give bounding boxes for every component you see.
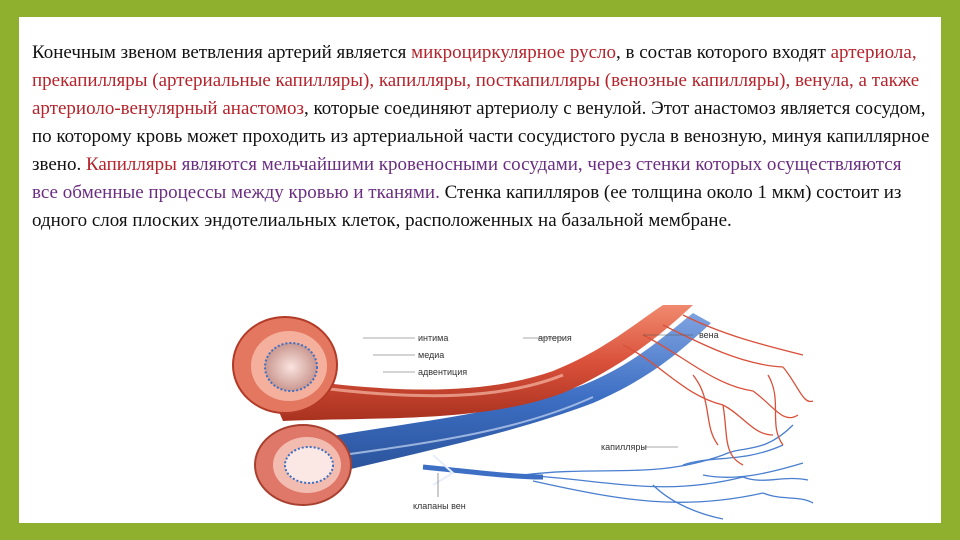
vessel-diagram-svg — [223, 305, 817, 523]
venous-capillaries — [423, 425, 813, 519]
term-capillaries: Капилляры — [85, 154, 177, 175]
artery-cross-section — [233, 317, 337, 413]
label-vein: вена — [699, 330, 719, 340]
text-run: , в состав которого входят — [616, 42, 831, 63]
text-run: , которые соединяют артериолу с венулой. Этот анастомоз является сосудом, по которому кровь может проходить из артериальной части сосудистого русла в венозную, минуя капиллярное звено. — [32, 98, 930, 175]
label-adventitia: адвентиция — [418, 367, 468, 377]
term-vessel-list: артериола, прекапилляры (артериальные капилляры), капилляры, посткапилляры (венозные капилляры), венула, а также артериоло-венулярный анастомоз — [32, 42, 920, 119]
vessel-illustration — [223, 305, 817, 523]
capillary-definition: являются мельчайшими кровеносными сосудами, через стенки которых осуществляются все обменные процессы между кровью и тканями. — [32, 154, 902, 203]
label-media: медиа — [418, 350, 445, 360]
label-artery: артерия — [538, 333, 572, 343]
text-run: Стенка капилляров (ее толщина около 1 мкм) состоит из одного слоя плоских эндотелиальных клеток, расположенных на базальной мембране. — [32, 182, 902, 231]
label-capillaries: капилляры — [601, 442, 647, 452]
slide — [19, 17, 941, 523]
text-run: Конечным звеном ветвления артерий является — [32, 42, 412, 63]
body-paragraph — [32, 39, 932, 235]
term-microcirculatory-bed: микроциркулярное русло — [411, 42, 616, 63]
label-intima: интима — [418, 333, 449, 343]
label-vein-valves: клапаны вен — [413, 501, 466, 511]
